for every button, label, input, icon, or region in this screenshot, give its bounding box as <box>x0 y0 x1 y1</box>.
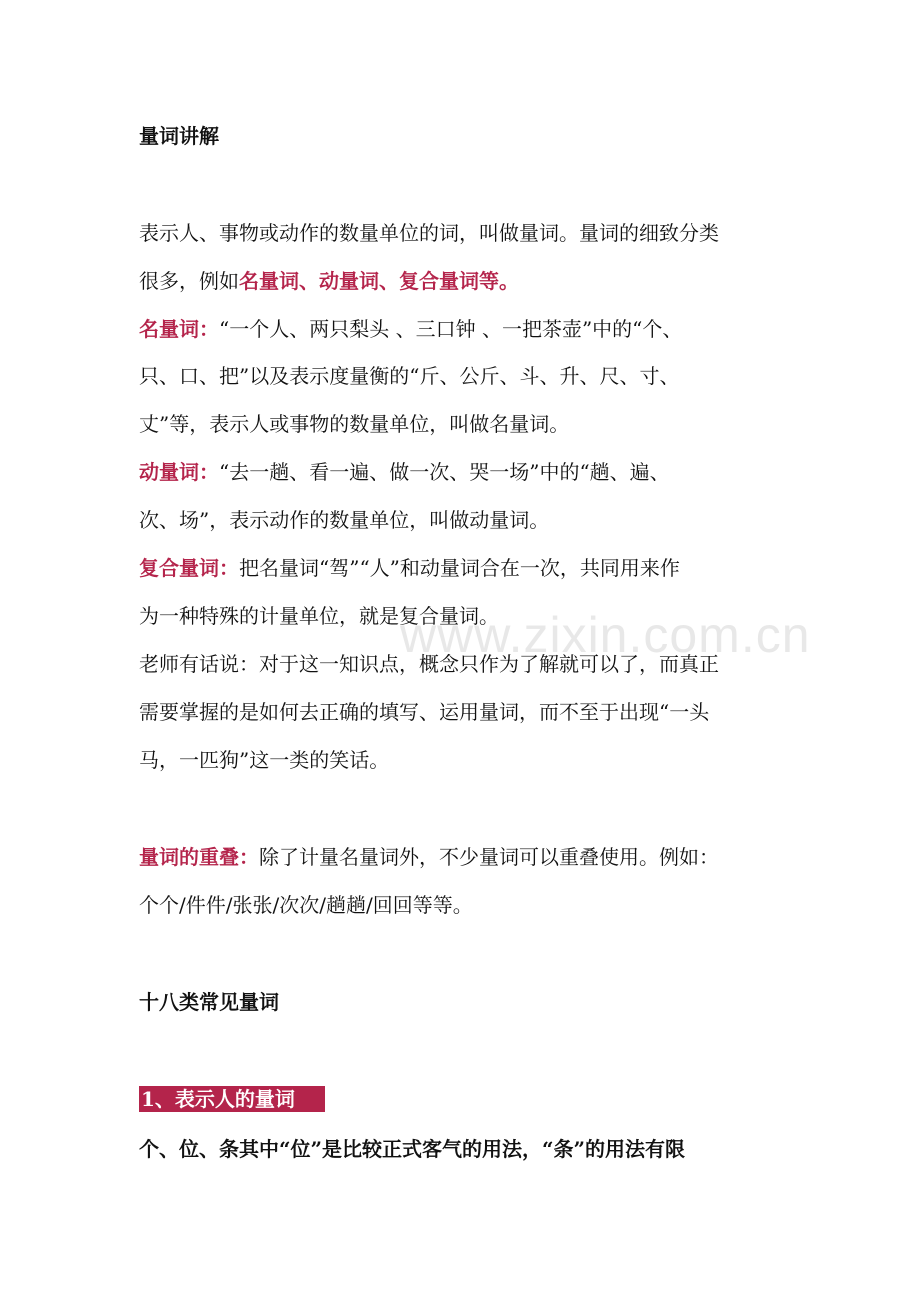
verb-classifier-line-2: 次、场”，表示动作的数量单位，叫做动量词。 <box>139 508 550 532</box>
noun-classifier-line-3: 丈”等，表示人或事物的数量单位，叫做名量词。 <box>139 412 570 436</box>
reduplication-line-2: 个个/件件/张张/次次/趟趟/回回等等。 <box>139 893 473 917</box>
reduplication-text-1: 除了计量名量词外，不少量词可以重叠使用。例如： <box>259 845 719 869</box>
noun-classifier-line-1 <box>139 315 682 343</box>
verb-classifier-text-1: “去一趟、看一遍、做一次、哭一场”中的“趟、遍、 <box>219 460 670 484</box>
section-heading: 十八类常见量词 <box>139 990 279 1014</box>
compound-classifier-text-1: 把名量词“驾”“人”和动量词合在一次，共同用来作 <box>239 556 680 580</box>
verb-classifier-line-1 <box>139 458 670 486</box>
watermark: www.zixin.com.cn <box>400 607 811 663</box>
reduplication-line-1 <box>139 843 719 871</box>
reduplication-label: 量词的重叠： <box>139 845 259 869</box>
compound-classifier-line-2: 为一种特殊的计量单位，就是复合量词。 <box>139 604 499 628</box>
noun-classifier-text-1: “一个人、两只梨头 、三口钟 、一把茶壶”中的“个、 <box>219 317 683 341</box>
section-1-title-bar: 1、表示人的量词 <box>139 1086 325 1112</box>
intro-line-2 <box>139 267 519 295</box>
noun-classifier-line-2: 只、口、把”以及表示度量衡的“斤、公斤、斗、升、尺、寸、 <box>139 364 680 388</box>
compound-classifier-label: 复合量词： <box>139 556 239 580</box>
teacher-note-line-1: 老师有话说：对于这一知识点，概念只作为了解就可以了，而真正 <box>139 652 719 676</box>
teacher-note-line-3: 马，一匹狗”这一类的笑话。 <box>139 748 390 772</box>
section-1-line-1: 个、位、条其中“位”是比较正式客气的用法，“条”的用法有限 <box>139 1137 686 1161</box>
intro-line-2-text: 很多，例如 <box>139 269 239 293</box>
compound-classifier-line-1 <box>139 554 680 582</box>
teacher-note-line-2: 需要掌握的是如何去正确的填写、运用量词，而不至于出现“一头 <box>139 700 710 724</box>
page-title: 量词讲解 <box>139 124 219 148</box>
intro-highlight: 名量词、动量词、复合量词等。 <box>239 269 519 293</box>
intro-line-1: 表示人、事物或动作的数量单位的词，叫做量词。量词的细致分类 <box>139 221 719 245</box>
noun-classifier-label: 名量词： <box>139 317 219 341</box>
verb-classifier-label: 动量词： <box>139 460 219 484</box>
